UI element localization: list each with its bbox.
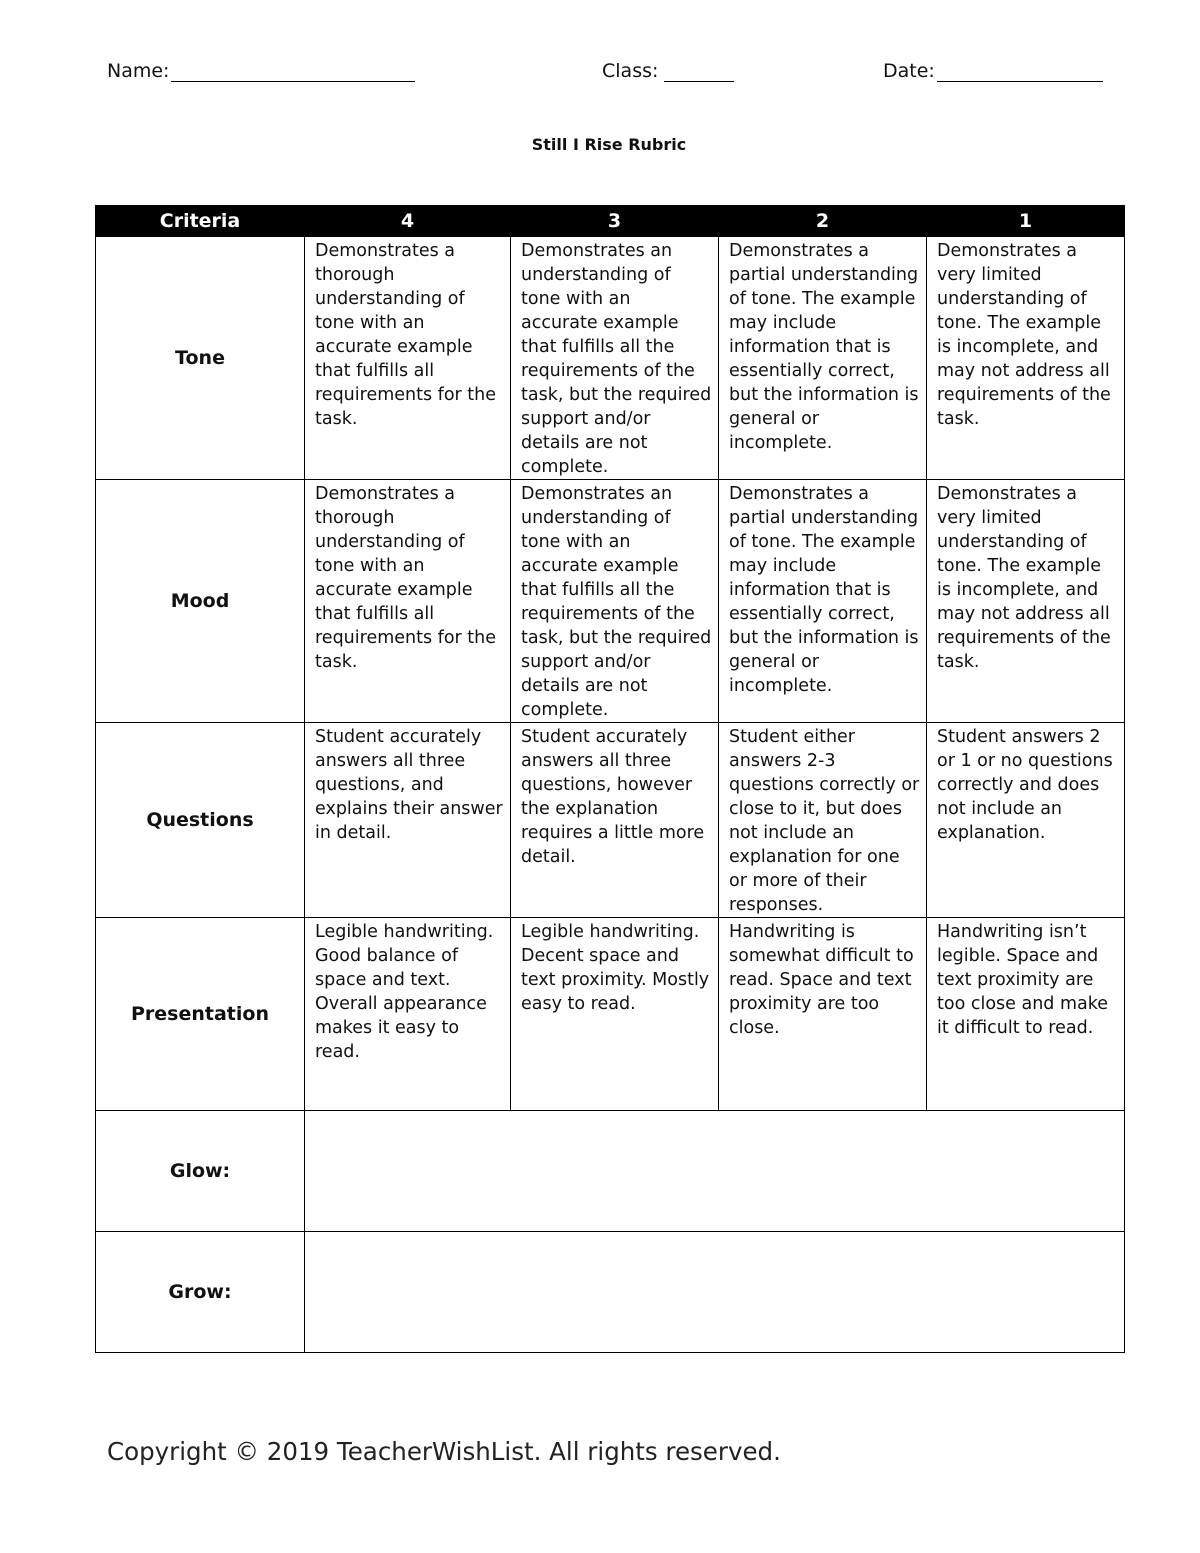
presentation-score-4-cell: Legible handwriting. Good balance of space and text. Overall appearance makes it easy to read. — [305, 918, 511, 1111]
rubric-row-tone — [96, 237, 1125, 480]
presentation-score-2-cell: Handwriting is somewhat difficult to read. Space and text proximity are too close. — [719, 918, 927, 1111]
criterion-tone: Tone — [96, 237, 305, 480]
criterion-questions: Questions — [96, 723, 305, 918]
criterion-mood: Mood — [96, 480, 305, 723]
questions-score-1-cell: Student answers 2 or 1 or no questions correctly and does not include an explanation. — [927, 723, 1125, 918]
class-field[interactable] — [602, 60, 734, 82]
mood-score-4-cell: Demonstrates a thorough understanding of tone with an accurate example that fulfills all requirements for the task. — [305, 480, 511, 723]
glow-comment-box[interactable] — [305, 1111, 1125, 1232]
date-label: Date: — [883, 60, 935, 82]
questions-score-2-cell: Student either answers 2-3 questions correctly or close to it, but does not include an explanation for one or more of their responses. — [719, 723, 927, 918]
date-field[interactable] — [883, 60, 1103, 82]
questions-score-4-cell: Student accurately answers all three questions, and explains their answer in detail. — [305, 723, 511, 918]
grow-label: Grow: — [96, 1232, 305, 1353]
class-blank-line[interactable] — [664, 61, 734, 82]
class-label: Class: — [602, 60, 659, 82]
name-field[interactable] — [107, 60, 415, 82]
presentation-score-1-cell: Handwriting isn’t legible. Space and text proximity are too close and make it difficult to read. — [927, 918, 1125, 1111]
column-header-score-4: 4 — [305, 206, 511, 237]
tone-score-1-cell: Demonstrates a very limited understanding of tone. The example is incomplete, and may not address all requirements of the task. — [927, 237, 1125, 480]
column-header-score-2: 2 — [719, 206, 927, 237]
rubric-header-row — [96, 206, 1125, 237]
mood-score-1-cell: Demonstrates a very limited understanding of tone. The example is incomplete, and may not address all requirements of the task. — [927, 480, 1125, 723]
rubric-row-mood — [96, 480, 1125, 723]
name-blank-line[interactable] — [171, 61, 415, 82]
name-label: Name: — [107, 60, 170, 82]
copyright-notice: Copyright © 2019 TeacherWishList. All rights reserved. — [107, 1437, 781, 1466]
header-fields — [0, 60, 1200, 90]
column-header-score-3: 3 — [511, 206, 719, 237]
date-blank-line[interactable] — [937, 61, 1103, 82]
page-title: Still I Rise Rubric — [531, 135, 687, 154]
mood-score-3-cell: Demonstrates an understanding of tone with an accurate example that fulfills all the requirements of the task, but the required support and/or details are not complete. — [511, 480, 719, 723]
rubric-row-questions — [96, 723, 1125, 918]
glow-label: Glow: — [96, 1111, 305, 1232]
tone-score-4-cell: Demonstrates a thorough understanding of tone with an accurate example that fulfills all requirements for the task. — [305, 237, 511, 480]
presentation-score-3-cell: Legible handwriting. Decent space and text proximity. Mostly easy to read. — [511, 918, 719, 1111]
column-header-criteria: Criteria — [96, 206, 305, 237]
mood-score-2-cell: Demonstrates a partial understanding of tone. The example may include information that is essentially correct, but the information is general or incomplete. — [719, 480, 927, 723]
rubric-table — [95, 205, 1125, 1353]
rubric-row-presentation — [96, 918, 1125, 1111]
rubric-row-grow — [96, 1232, 1125, 1353]
grow-comment-box[interactable] — [305, 1232, 1125, 1353]
column-header-score-1: 1 — [927, 206, 1125, 237]
tone-score-3-cell: Demonstrates an understanding of tone with an accurate example that fulfills all the requirements of the task, but the required support and/or details are not complete. — [511, 237, 719, 480]
rubric-row-glow — [96, 1111, 1125, 1232]
questions-score-3-cell: Student accurately answers all three questions, however the explanation requires a little more detail. — [511, 723, 719, 918]
tone-score-2-cell: Demonstrates a partial understanding of tone. The example may include information that is essentially correct, but the information is general or incomplete. — [719, 237, 927, 480]
criterion-presentation: Presentation — [96, 918, 305, 1111]
